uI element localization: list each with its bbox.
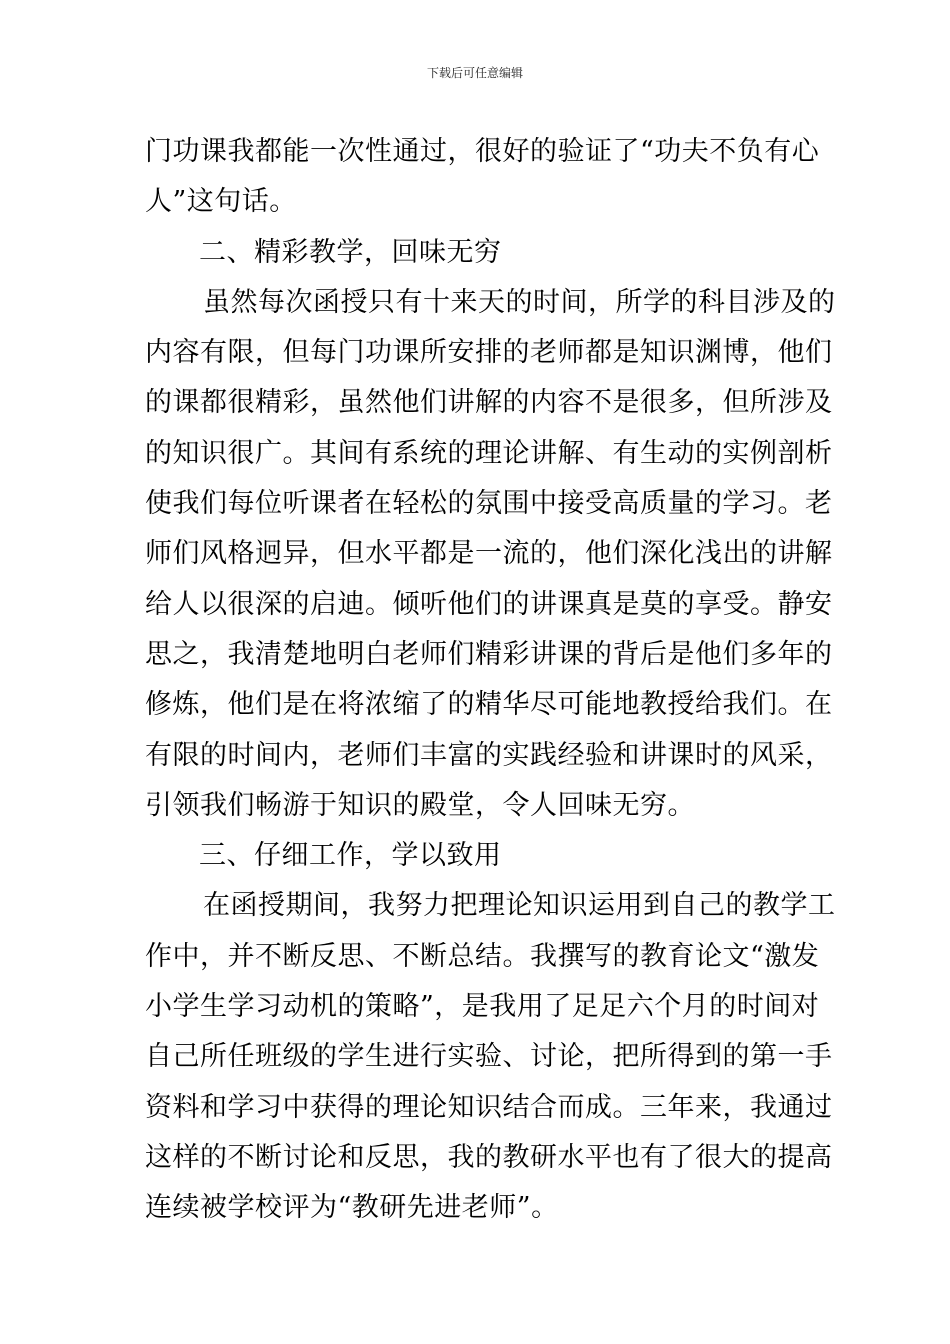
text-line: 人”这句话。: [145, 186, 297, 218]
section-heading-3: 三、仔细工作，学以致用: [199, 840, 502, 872]
paragraph-continuation: [145, 127, 820, 228]
text-line: 虽然每次函授只有十来天的时间，所学的科目涉及的: [203, 286, 836, 318]
text-line: 有限的时间内，老师们丰富的实践经验和讲课时的风采，: [145, 739, 833, 771]
text-line: 的知识很广。其间有系统的理论讲解、有生动的实例剖析: [145, 437, 833, 469]
text-line: 作中，并不断反思、不断总结。我撰写的教育论文“激发: [145, 940, 820, 972]
page-header-note: 下载后可任意编辑: [426, 66, 523, 80]
paragraph-work: [145, 881, 836, 1233]
text-line: 这样的不断讨论和反思，我的教研水平也有了很大的提高: [145, 1141, 833, 1173]
text-line: 师们风格迥异，但水平都是一流的，他们深化浅出的讲解: [145, 538, 833, 570]
text-line: 内容有限，但每门功课所安排的老师都是知识渊博，他们: [145, 337, 833, 369]
text-line: 修炼，他们是在将浓缩了的精华尽可能地教授给我们。在: [145, 689, 833, 721]
text-line: 小学生学习动机的策略”，是我用了足足六个月的时间对: [145, 991, 820, 1023]
text-line: 资料和学习中获得的理论知识结合而成。三年来，我通过: [145, 1091, 833, 1123]
text-line: 思之，我清楚地明白老师们精彩讲课的背后是他们多年的: [145, 638, 833, 670]
paragraph-teaching: [145, 278, 836, 831]
section-heading-2: 二、精彩教学，回味无穷: [199, 236, 502, 268]
text-line: 给人以很深的启迪。倾听他们的讲课真是莫的享受。静安: [145, 588, 833, 620]
text-line: 使我们每位听课者在轻松的氛围中接受高质量的学习。老: [145, 488, 833, 520]
text-line: 门功课我都能一次性通过，很好的验证了“功夫不负有心: [145, 136, 820, 167]
text-line: 在函授期间，我努力把理论知识运用到自己的教学工: [203, 890, 836, 922]
text-line: 连续被学校评为“教研先进老师”。: [145, 1192, 559, 1224]
text-line: 自己所任班级的学生进行实验、讨论，把所得到的第一手: [145, 1041, 833, 1073]
text-line: 的课都很精彩，虽然他们讲解的内容不是很多，但所涉及: [145, 387, 833, 419]
text-line: 引领我们畅游于知识的殿堂，令人回味无穷。: [145, 789, 695, 821]
document-body: [145, 127, 836, 1234]
